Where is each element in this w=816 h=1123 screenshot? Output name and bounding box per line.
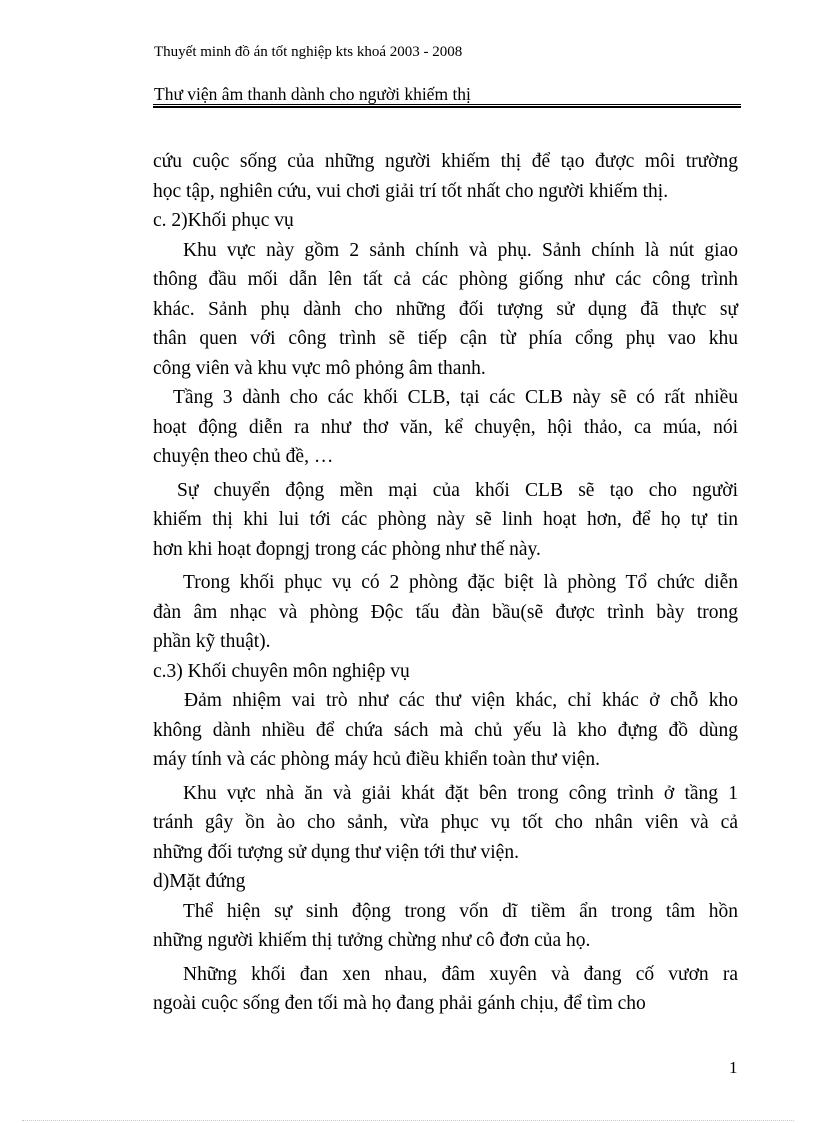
paragraph-line: khiếm thị khi lui tới các phòng này sẽ linh hoạt hơn, để họ tự tin — [153, 509, 738, 530]
paragraph-line: những người khiếm thị tưởng chừng như cô đơn của họ. — [153, 930, 591, 951]
paragraph-line: Khu vực này gồm 2 sảnh chính và phụ. Sảnh chính là nút giao — [183, 239, 738, 261]
paragraph-line: đàn âm nhạc và phòng Độc tấu đàn bầu(sẽ được trình bày trong — [153, 601, 738, 623]
paragraph-line: Thể hiện sự sinh động trong vốn dĩ tiềm ẩn trong tâm hồn — [183, 900, 738, 922]
paragraph-line: phần kỹ thuật). — [153, 631, 271, 652]
paragraph-line: máy tính và các phòng máy hcủ điều khiển toàn thư viện. — [153, 749, 601, 770]
paragraph-line: Khu vực nhà ăn và giải khát đặt bên trong công trình ở tầng 1 — [183, 782, 738, 804]
section-heading-c3: c.3) Khối chuyên môn nghiệp vụ — [153, 660, 410, 682]
section-heading-d: d)Mặt đứng — [153, 871, 246, 892]
page-body — [153, 147, 738, 1019]
paragraph-line: Trong khối phục vụ có 2 phòng đặc biệt là phòng Tổ chức diễn — [183, 572, 738, 593]
paragraph-line: Những khối đan xen nhau, đâm xuyên và đang cố vươn ra — [183, 963, 738, 985]
section-heading-c2: c. 2)Khối phục vụ — [153, 210, 294, 231]
header-rule-thick — [153, 106, 741, 108]
header-rule — [153, 104, 741, 105]
paragraph-line: ngoài cuộc sống đen tối mà họ đang phải gánh chịu, để tìm cho — [153, 993, 646, 1014]
page-bottom-border — [22, 1120, 794, 1121]
paragraph-line: thông đầu mối dẫn lên tất cả các phòng giống như các công trình — [153, 269, 738, 290]
paragraph-line: công viên và khu vực mô phỏng âm thanh. — [153, 357, 486, 379]
paragraph-line: học tập, nghiên cứu, vui chơi giải trí tốt nhất cho người khiếm thị. — [153, 180, 669, 202]
header-document-title: Thuyết minh đồ án tốt nghiệp kts khoá 2003 - 2008 — [154, 44, 463, 60]
paragraph-line: không dành nhiều để chứa sách mà chủ yếu là kho đựng đồ dùng — [153, 719, 738, 741]
paragraph-line: những đối tượng sử dụng thư viện tới thư viện. — [153, 841, 519, 863]
paragraph-line: chuyện theo chủ đề, … — [153, 446, 334, 467]
paragraph-line: tránh gây ồn ào cho sảnh, vừa phục vụ tốt cho nhân viên và cả — [153, 812, 738, 833]
paragraph-line: Đảm nhiệm vai trò như các thư viện khác, chỉ khác ở chỗ kho — [184, 690, 738, 711]
paragraph-line: Tầng 3 dành cho các khối CLB, tại các CLB này sẽ có rất nhiều — [173, 387, 738, 408]
paragraph-line: khác. Sảnh phụ dành cho những đối tượng sử dụng đã thực sự — [153, 298, 738, 320]
paragraph-line: thân quen với công trình sẽ tiếp cận từ phía cổng phụ vao khu — [153, 328, 738, 349]
page-number: 1 — [729, 1058, 738, 1077]
paragraph-line: hoạt động diễn ra như thơ văn, kể chuyện, hội thảo, ca múa, nói — [153, 416, 738, 438]
paragraph-line: hơn khi hoạt đopngj trong các phòng như thế này. — [153, 538, 541, 560]
header-project-title: Thư viện âm thanh dành cho người khiếm thị — [154, 84, 471, 104]
paragraph-line: Sự chuyển động mền mại của khối CLB sẽ tạo cho người — [177, 479, 738, 501]
paragraph-line: cứu cuộc sống của những người khiếm thị để tạo được môi trường — [153, 151, 738, 172]
